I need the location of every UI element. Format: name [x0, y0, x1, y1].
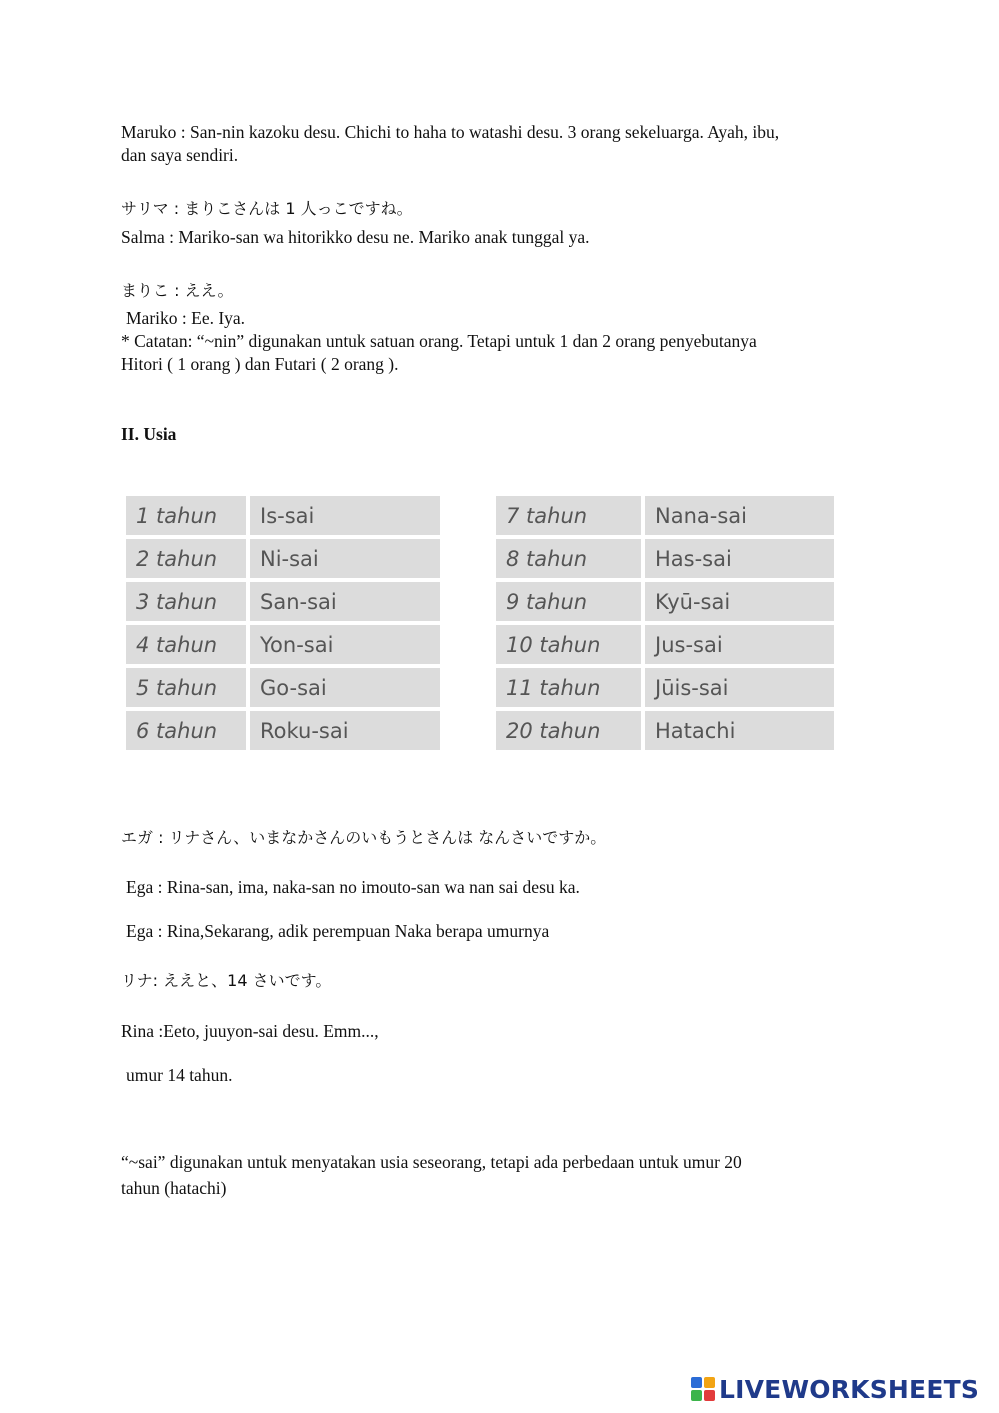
section-heading: II. Usia [121, 424, 177, 444]
table-row [126, 625, 440, 664]
liveworksheets-logo [691, 1372, 979, 1406]
table-row [496, 539, 834, 578]
years-cell: 2 tahun [126, 539, 246, 578]
years-cell: 10 tahun [496, 625, 641, 664]
mariko-romaji: Mariko : Ee. Iya. [126, 308, 246, 328]
years-cell: 8 tahun [496, 539, 641, 578]
logo-square [704, 1390, 715, 1401]
table-row [126, 668, 440, 707]
note-line-2: Hitori ( 1 orang ) dan Futari ( 2 orang ). [121, 354, 399, 374]
years-cell: 5 tahun [126, 668, 246, 707]
table-row [126, 582, 440, 621]
reading-cell: Yon-sai [250, 625, 440, 664]
years-cell: 4 tahun [126, 625, 246, 664]
logo-square [691, 1377, 702, 1388]
years-cell: 3 tahun [126, 582, 246, 621]
closing-note-line-1: “~sai” digunakan untuk menyatakan usia seseorang, tetapi ada perbedaan untuk umur 20 [121, 1152, 742, 1172]
reading-cell: Nana-sai [645, 496, 834, 535]
brand-name: LIVEWORKSHEETS [719, 1374, 980, 1404]
age-table-right [492, 492, 838, 754]
reading-cell: Jus-sai [645, 625, 834, 664]
reading-cell: Hatachi [645, 711, 834, 750]
ega-romaji: Ega : Rina-san, ima, naka-san no imouto-san wa nan sai desu ka. [126, 877, 580, 897]
logo-square [691, 1390, 702, 1401]
salma-japanese: サリマ : まりこさんは 1 人っこですね。 [121, 199, 413, 218]
note-line-1: * Catatan: “~nin” digunakan untuk satuan orang. Tetapi untuk 1 dan 2 orang penyebutanya [121, 331, 757, 351]
table-row [126, 496, 440, 535]
maruko-line-1: Maruko : San-nin kazoku desu. Chichi to haha to watashi desu. 3 orang sekeluarga. Ayah, ibu, [121, 122, 780, 142]
years-cell: 20 tahun [496, 711, 641, 750]
table-row [496, 582, 834, 621]
mariko-japanese: まりこ : ええ。 [121, 281, 234, 300]
table-row [126, 539, 440, 578]
ega-translation: Ega : Rina,Sekarang, adik perempuan Naka berapa umurnya [126, 921, 550, 941]
reading-cell: Go-sai [250, 668, 440, 707]
table-row [496, 625, 834, 664]
reading-cell: Jūis-sai [645, 668, 834, 707]
years-cell: 6 tahun [126, 711, 246, 750]
closing-note-line-2: tahun (hatachi) [121, 1178, 227, 1198]
liveworksheets-mark-icon [691, 1377, 715, 1401]
logo-square [704, 1377, 715, 1388]
reading-cell: Ni-sai [250, 539, 440, 578]
salma-romaji: Salma : Mariko-san wa hitorikko desu ne. Mariko anak tunggal ya. [121, 227, 590, 247]
maruko-line-2: dan saya sendiri. [121, 145, 239, 165]
rina-translation: umur 14 tahun. [126, 1065, 233, 1085]
reading-cell: Is-sai [250, 496, 440, 535]
years-cell: 9 tahun [496, 582, 641, 621]
rina-japanese: リナ: ええと、14 さいです。 [121, 971, 332, 990]
table-row [126, 711, 440, 750]
years-cell: 1 tahun [126, 496, 246, 535]
reading-cell: Roku-sai [250, 711, 440, 750]
table-row [496, 496, 834, 535]
years-cell: 11 tahun [496, 668, 641, 707]
rina-romaji: Rina :Eeto, juuyon-sai desu. Emm..., [121, 1021, 379, 1041]
reading-cell: San-sai [250, 582, 440, 621]
table-row [496, 711, 834, 750]
ega-japanese: エガ : リナさん、いまなかさんのいもうとさんは なんさいですか。 [121, 828, 607, 847]
years-cell: 7 tahun [496, 496, 641, 535]
reading-cell: Kyū-sai [645, 582, 834, 621]
age-table-left [122, 492, 444, 754]
reading-cell: Has-sai [645, 539, 834, 578]
table-row [496, 668, 834, 707]
